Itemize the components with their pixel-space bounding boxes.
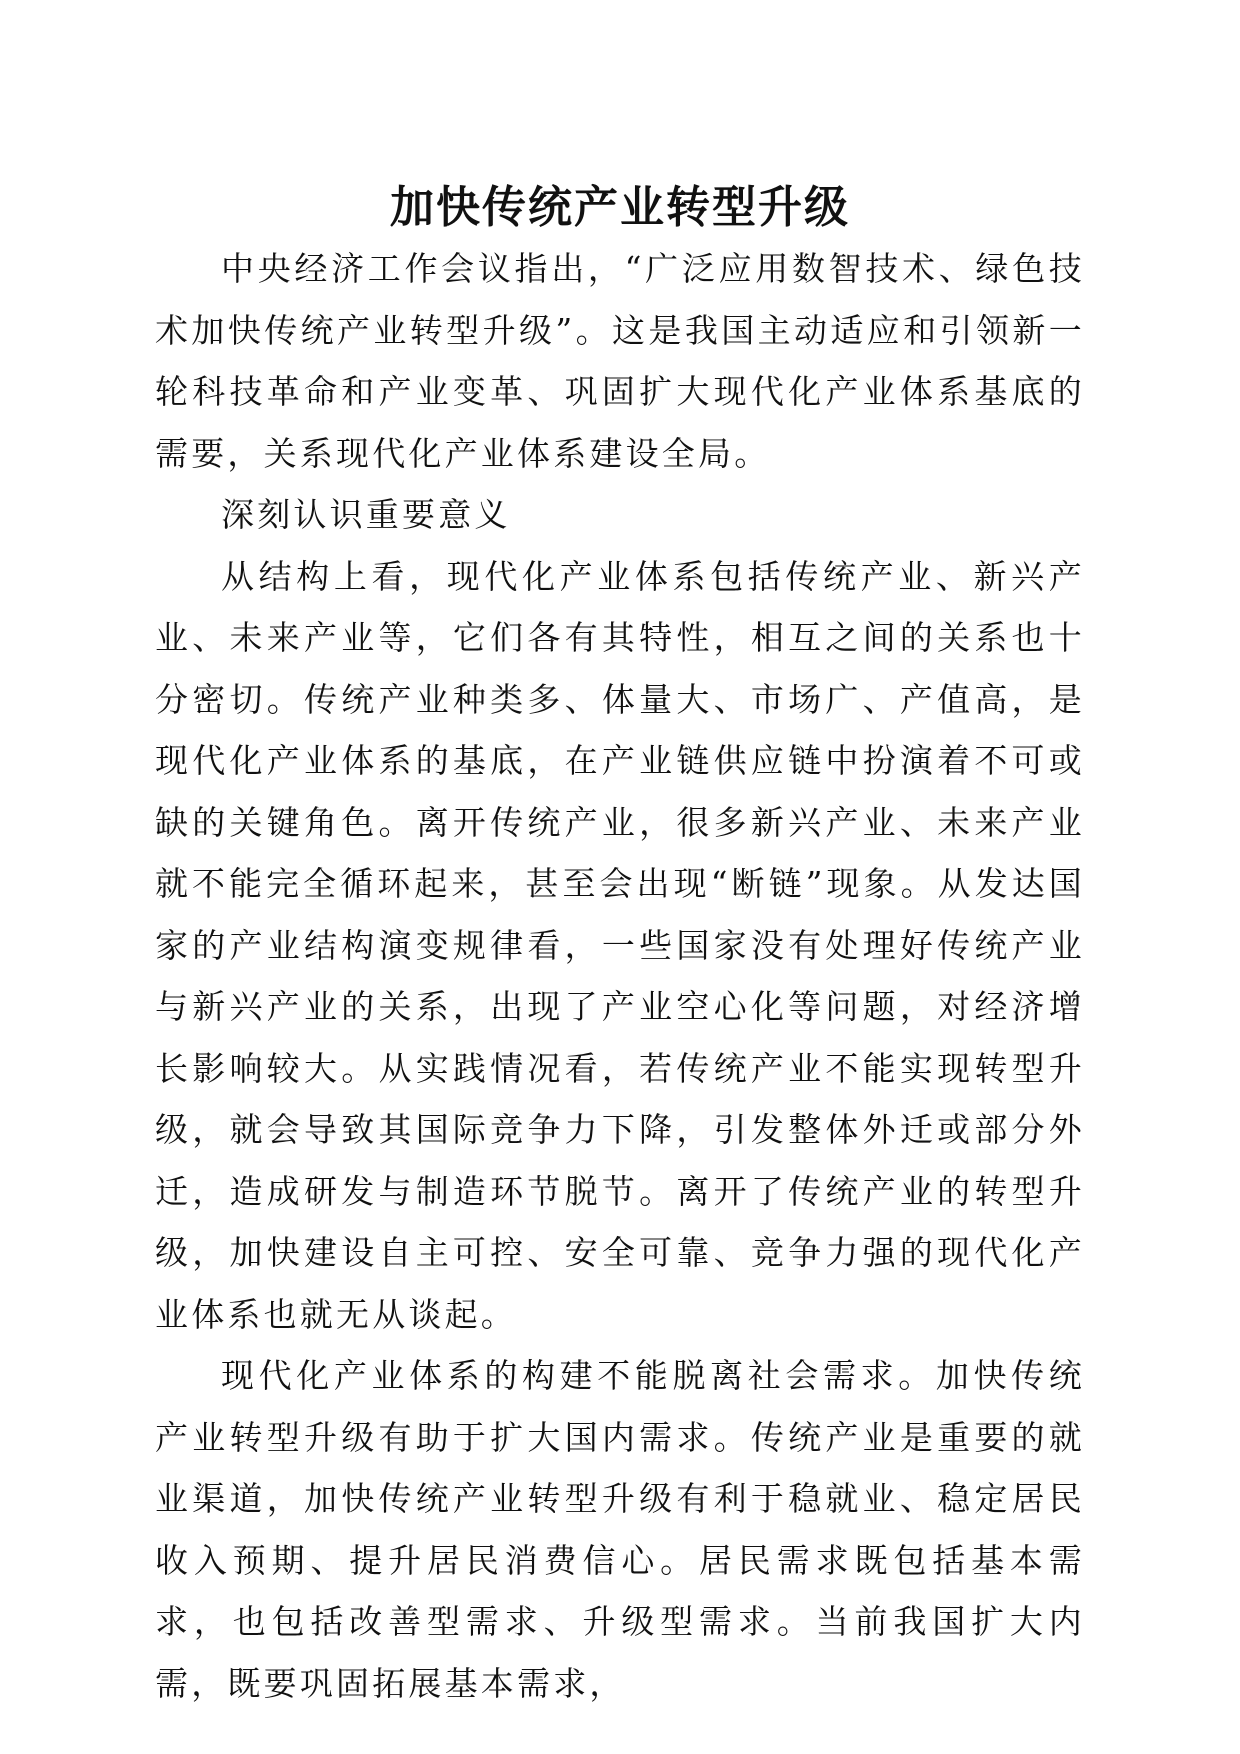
paragraph-intro: 中央经济工作会议指出，“广泛应用数智技术、绿色技术加快传统产业转型升级”。这是我国主动适应和引领新一轮科技革命和产业变革、巩固扩大现代化产业体系基底的需要，关系现代化产业体系建设全局。 xyxy=(155,249,1085,473)
document-body xyxy=(155,238,1085,1714)
document-title: 加快传统产业转型升级 xyxy=(390,182,850,233)
section-heading: 深刻认识重要意义 xyxy=(221,495,511,534)
paragraph-demand: 现代化产业体系的构建不能脱离社会需求。加快传统产业转型升级有助于扩大国内需求。传统产业是重要的就业渠道，加快传统产业转型升级有利于稳就业、稳定居民收入预期、提升居民消费信心。居民需求既包括基本需求，也包括改善型需求、升级型需求。当前我国扩大内需，既要巩固拓展基本需求， xyxy=(155,1356,1085,1703)
paragraph-structure: 从结构上看，现代化产业体系包括传统产业、新兴产业、未来产业等，它们各有其特性，相互之间的关系也十分密切。传统产业种类多、体量大、市场广、产值高，是现代化产业体系的基底，在产业链供应链中扮演着不可或缺的关键角色。离开传统产业，很多新兴产业、未来产业就不能完全循环起来，甚至会出现“断链”现象。从发达国家的产业结构演变规律看，一些国家没有处理好传统产业与新兴产业的关系，出现了产业空心化等问题，对经济增长影响较大。从实践情况看，若传统产业不能实现转型升级，就会导致其国际竞争力下降，引发整体外迁或部分外迁，造成研发与制造环节脱节。离开了传统产业的转型升级，加快建设自主可控、安全可靠、竞争力强的现代化产业体系也就无从谈起。 xyxy=(155,556,1085,1334)
